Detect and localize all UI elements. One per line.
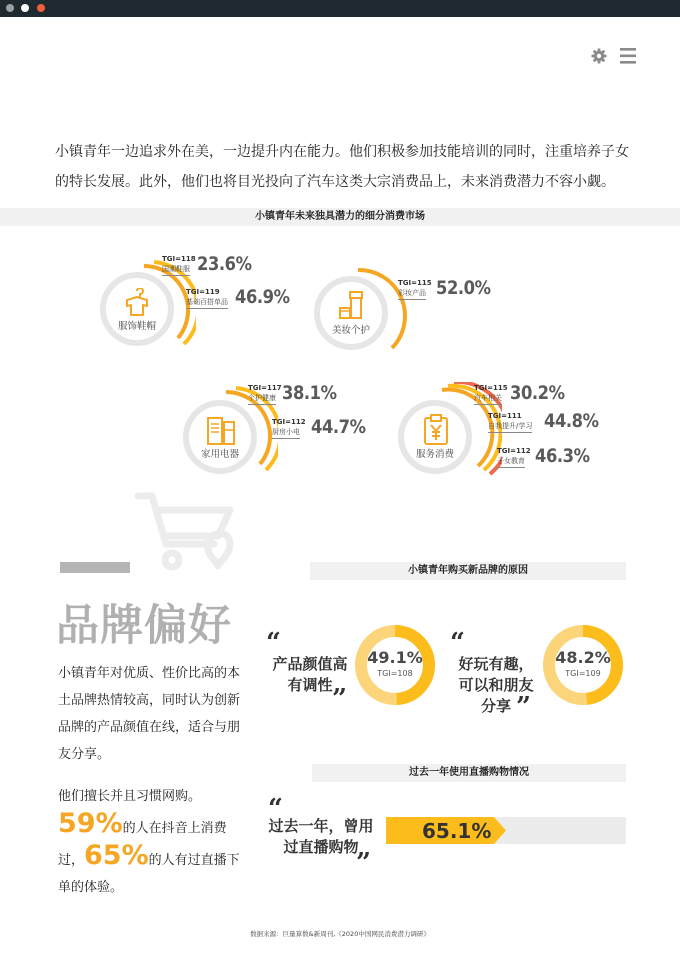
quote-open-icon: “ bbox=[266, 628, 281, 658]
reason-1-donut bbox=[354, 624, 436, 706]
toolbar bbox=[586, 44, 646, 70]
appliance-icon bbox=[205, 416, 237, 446]
clothing-hanger-icon bbox=[122, 288, 152, 318]
reason-2-text: 好玩有趣， 可以和朋友 分享 bbox=[458, 655, 534, 715]
quote-close-icon: ” bbox=[332, 684, 347, 714]
stat-douyin-59: 59% bbox=[58, 808, 123, 839]
live-shopping-text: 过去一年，曾用 过直播购物 bbox=[268, 817, 374, 856]
segments-banner: 小镇青年未来独具潜力的细分消费市场 bbox=[0, 208, 680, 226]
stat-live-65: 65% bbox=[84, 840, 149, 871]
hamburger-menu-icon[interactable] bbox=[620, 47, 636, 65]
quote-close-icon: ” bbox=[356, 848, 371, 878]
appliance-circle bbox=[183, 400, 257, 474]
service-circle bbox=[398, 400, 472, 474]
brand-preference-accent-bar bbox=[60, 562, 130, 573]
yen-clipboard-icon bbox=[422, 414, 450, 446]
live-shopping-banner: 过去一年使用直播购物情况 bbox=[312, 764, 626, 782]
reason-1-text: 产品颜值高 有调性 bbox=[272, 655, 348, 694]
clothing-label: 服饰鞋帽 bbox=[117, 321, 156, 332]
data-source: 数据来源：巨量算数&新周刊,《2020中国网民消费潜力调研》 bbox=[250, 930, 430, 938]
intro-paragraph: 小镇青年一边追求外在美，一边提升内在能力。他们积极参加技能培训的同时，注重培养子女的特长发展。此外，他们也将目光投向了汽车这类大宗消费品上，未来消费潜力不容小觑。 bbox=[55, 144, 629, 190]
quote-close-icon: ” bbox=[516, 692, 531, 722]
reasons-banner: 小镇青年购买新品牌的原因 bbox=[310, 562, 626, 580]
reason-2-donut bbox=[542, 624, 624, 706]
window-dot-gray[interactable] bbox=[6, 4, 14, 12]
reason-1-tgi: TGI=108 bbox=[377, 669, 413, 678]
clothing-circle bbox=[100, 272, 174, 346]
quote-open-icon: “ bbox=[450, 628, 465, 658]
online-shopping-paragraph: 他们擅长并且习惯网购。59%的人在抖音上消费过，65%的人有过直播下单的体验。 bbox=[58, 789, 240, 895]
quote-open-icon: “ bbox=[268, 794, 283, 824]
cosmetics-icon bbox=[337, 290, 367, 322]
beauty-label: 美妆个护 bbox=[331, 325, 370, 336]
window-dot-orange[interactable] bbox=[37, 4, 45, 12]
live-shopping-value: 65.1% bbox=[422, 819, 492, 843]
beauty-circle bbox=[314, 276, 388, 350]
service-label: 服务消费 bbox=[415, 449, 454, 460]
reason-1-value: 49.1% bbox=[367, 648, 423, 667]
gear-icon[interactable] bbox=[591, 48, 607, 64]
reason-2-tgi: TGI=109 bbox=[565, 669, 601, 678]
window-dot-white[interactable] bbox=[21, 4, 29, 12]
window-titlebar bbox=[0, 0, 680, 17]
reason-2-value: 48.2% bbox=[555, 648, 611, 667]
brand-preference-paragraph: 小镇青年对优质、性价比高的本土品牌热情较高，同时认为创新品牌的产品颜值在线，适合与朋友分享。 bbox=[58, 666, 241, 762]
shopping-cart-icon bbox=[134, 486, 250, 578]
appliance-label: 家用电器 bbox=[200, 449, 239, 460]
brand-preference-title: 品牌偏好 bbox=[56, 601, 232, 651]
